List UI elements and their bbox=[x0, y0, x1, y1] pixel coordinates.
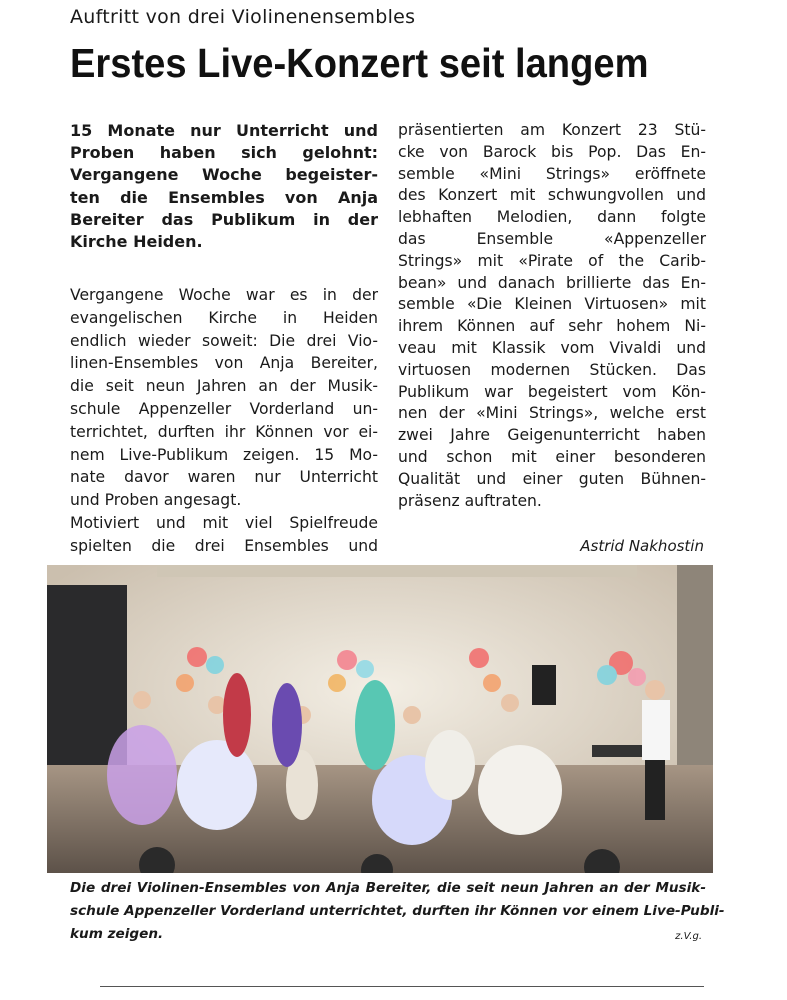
text-line: terrichtet, durften ihr Können vor ei- bbox=[70, 422, 378, 441]
text-line: semble «Die Kleinen Virtuosen» mit bbox=[398, 295, 706, 314]
concert-photo bbox=[47, 565, 713, 873]
text-line: präsenz auftraten. bbox=[398, 491, 542, 510]
text-line: zwei Jahre Geigenunterricht haben bbox=[398, 426, 706, 445]
text-line: Qualität und einer guten Bühnen- bbox=[398, 469, 706, 488]
text-line: endlich wieder soweit: Die drei Vio- bbox=[70, 331, 378, 350]
text-line: Vergangene Woche begeister- bbox=[70, 165, 378, 185]
text-line: die seit neun Jahren an der Musik- bbox=[70, 377, 378, 396]
text-line: semble «Mini Strings» eröffnete bbox=[398, 164, 706, 183]
photo-caption bbox=[70, 877, 725, 946]
author-byline: Astrid Nakhostin bbox=[580, 537, 704, 555]
text-line: Die drei Violinen-Ensembles von Anja Bereiter, die seit neun Jahren an der Musik- bbox=[70, 880, 706, 896]
photo-credit: z.V.g. bbox=[675, 931, 702, 942]
text-line: cke von Barock bis Pop. Das En- bbox=[398, 142, 706, 161]
kicker: Auftritt von drei Violinenensembles bbox=[70, 6, 416, 28]
body-column-left bbox=[70, 284, 378, 558]
text-line: spielten die drei Ensembles und bbox=[70, 536, 378, 555]
text-line: Kirche Heiden. bbox=[70, 231, 203, 251]
text-line: 15 Monate nur Unterricht und bbox=[70, 121, 378, 140]
text-line: schule Appenzeller Vorderland un- bbox=[70, 399, 378, 418]
lead-paragraph bbox=[70, 120, 378, 253]
text-line: präsentierten am Konzert 23 Stü- bbox=[398, 121, 706, 139]
text-line: nem Live-Publikum zeigen. 15 Mo- bbox=[70, 445, 378, 464]
text-line: veau mit Klassik vom Vivaldi und bbox=[398, 338, 706, 357]
headline: Erstes Live-Konzert seit langem bbox=[70, 40, 649, 86]
text-line: des Konzert mit schwungvollen und bbox=[398, 186, 706, 205]
text-line: kum zeigen. bbox=[70, 926, 164, 942]
text-line: und schon mit einer besonderen bbox=[398, 447, 706, 466]
text-line: linen-Ensembles von Anja Bereiter, bbox=[70, 354, 378, 373]
text-line: ihrem Können auf sehr hohem Ni- bbox=[398, 317, 706, 336]
text-line: Proben haben sich gelohnt: bbox=[70, 143, 378, 163]
text-line: Strings» mit «Pirate of the Carib- bbox=[398, 251, 706, 270]
text-line: virtuosen modernen Stücken. Das bbox=[398, 360, 706, 379]
text-line: ten die Ensembles von Anja bbox=[70, 187, 378, 207]
bottom-rule bbox=[100, 986, 704, 987]
text-line: Publikum war begeistert vom Kön- bbox=[398, 382, 706, 401]
concert-photo-illustration bbox=[47, 565, 713, 873]
text-line: Motiviert und mit viel Spielfreude bbox=[70, 513, 378, 532]
text-line: das Ensemble «Appenzeller bbox=[398, 229, 706, 248]
text-line: nate davor waren nur Unterricht bbox=[70, 468, 378, 487]
text-line: Bereiter das Publikum in der bbox=[70, 209, 378, 229]
text-line: nen der «Mini Strings», welche erst bbox=[398, 404, 706, 423]
text-line: und Proben angesagt. bbox=[70, 491, 242, 510]
text-line: Vergangene Woche war es in der bbox=[70, 286, 378, 304]
text-line: schule Appenzeller Vorderland unterrichtet, durften ihr Können vor einem Live-Publi- bbox=[70, 903, 725, 919]
text-line: evangelischen Kirche in Heiden bbox=[70, 308, 378, 327]
text-line: lebhaften Melodien, dann folgte bbox=[398, 208, 706, 227]
body-column-right bbox=[398, 120, 706, 512]
text-line: bean» und danach brillierte das En- bbox=[398, 273, 706, 292]
